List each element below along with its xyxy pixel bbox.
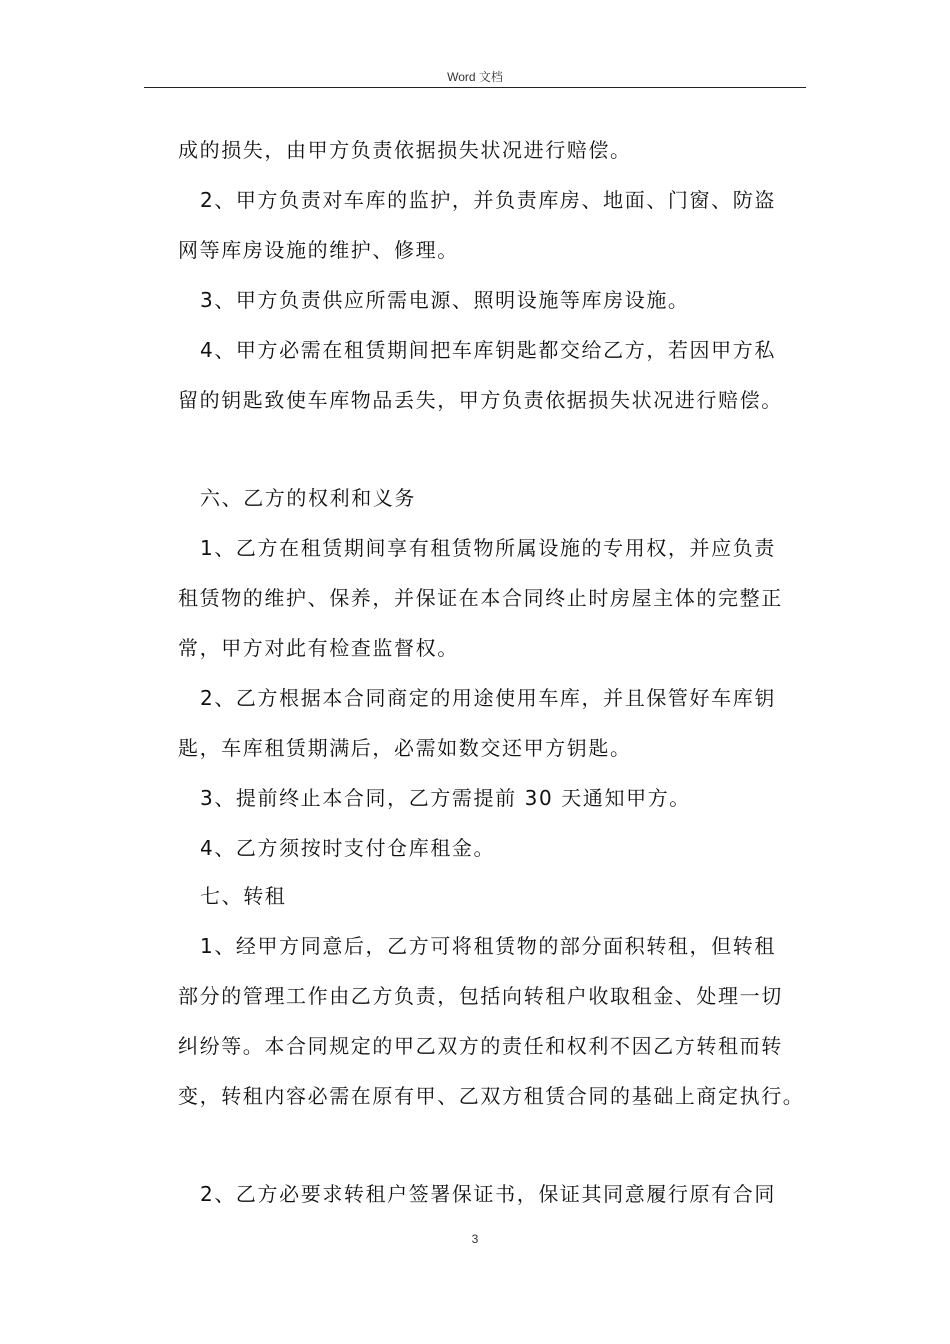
body-line: 网等库房设施的维护、修理。 [178, 238, 459, 262]
section-heading: 六、乙方的权利和义务 [200, 486, 416, 510]
body-line: 3、甲方负责供应所需电源、照明设施等库房设施。 [200, 288, 690, 312]
page-header-title: Word 文档 [447, 70, 503, 84]
body-line: 1、经甲方同意后，乙方可将租赁物的部分面积转租，但转租 [200, 934, 776, 958]
page-number: 3 [471, 1232, 479, 1246]
body-line: 4、乙方须按时支付仓库租金。 [200, 836, 496, 860]
section-heading: 七、转租 [200, 884, 287, 908]
body-line: 2、乙方必要求转租户签署保证书，保证其同意履行原有合同 [200, 1182, 776, 1206]
body-line: 变，转租内容必需在原有甲、乙双方租赁合同的基础上商定执行。 [178, 1084, 805, 1108]
body-line: 成的损失，由甲方负责依据损失状况进行赔偿。 [178, 138, 632, 162]
body-line: 匙，车库租赁期满后，必需如数交还甲方钥匙。 [178, 736, 632, 760]
body-line: 常，甲方对此有检查监督权。 [178, 636, 459, 660]
body-line: 部分的管理工作由乙方负责，包括向转租户收取租金、处理一切 [178, 984, 783, 1008]
body-line: 4、甲方必需在租赁期间把车库钥匙都交给乙方，若因甲方私 [200, 338, 776, 362]
body-line: 2、乙方根据本合同商定的用途使用车库，并且保管好车库钥 [200, 686, 776, 710]
body-line: 租赁物的维护、保养，并保证在本合同终止时房屋主体的完整正 [178, 586, 783, 610]
body-line: 2、甲方负责对车库的监护，并负责库房、地面、门窗、防盗 [200, 188, 776, 212]
header-divider [144, 87, 806, 88]
body-line: 纠纷等。本合同规定的甲乙双方的责任和权利不因乙方转租而转 [178, 1034, 783, 1058]
body-line: 1、乙方在租赁期间享有租赁物所属设施的专用权，并应负责 [200, 536, 776, 560]
body-line: 留的钥匙致使车库物品丢失，甲方负责依据损失状况进行赔偿。 [178, 388, 783, 412]
body-line: 3、提前终止本合同，乙方需提前 30 天通知甲方。 [200, 786, 691, 810]
